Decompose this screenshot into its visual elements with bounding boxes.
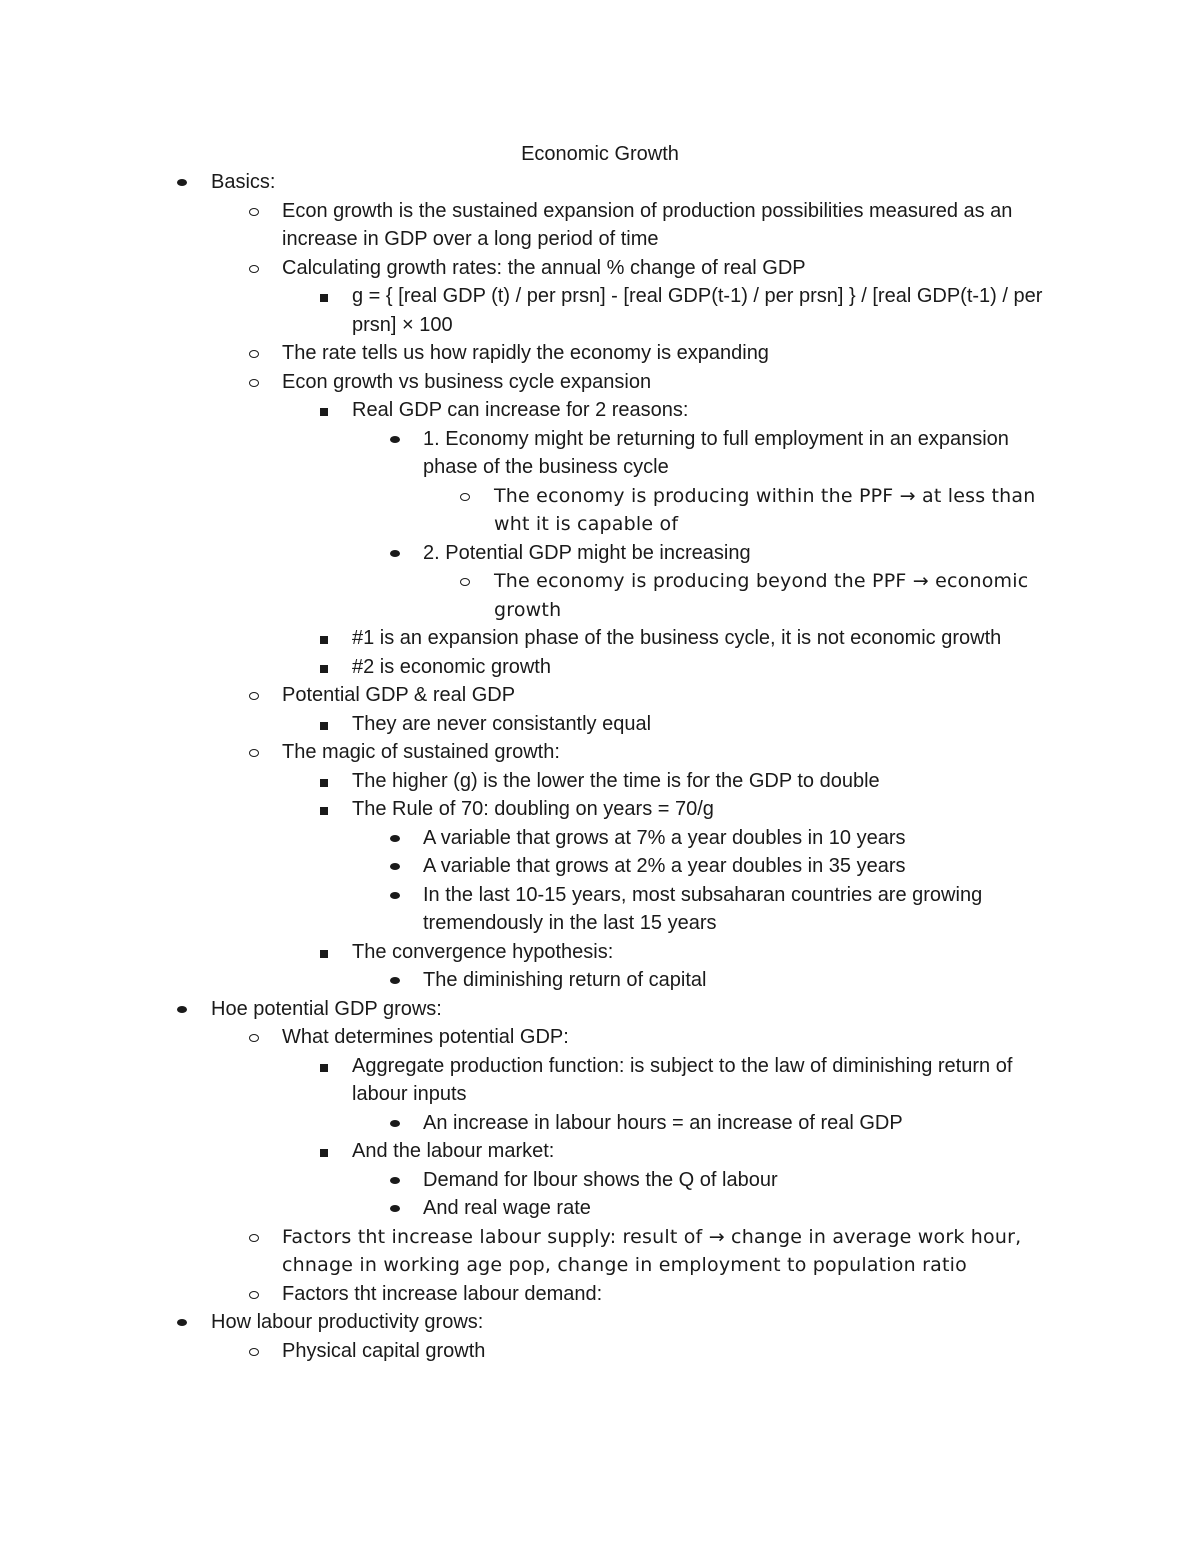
bullet-dot-icon — [386, 425, 406, 454]
list-item — [0, 539, 1200, 568]
list-item-text: The diminishing return of capital — [423, 969, 707, 991]
list-item-text: The economy is producing within the PPF → at less than wht it is capable of — [494, 484, 1036, 535]
list-item-text: The rate tells us how rapidly the economy is expanding — [282, 342, 769, 364]
list-item — [0, 339, 1200, 368]
bullet-circle-icon — [245, 1337, 265, 1366]
bullet-square-icon — [315, 1052, 335, 1081]
bullet-dot-icon — [386, 824, 406, 853]
list-item-text: Aggregate production function: is subject to the law of diminishing return of labour inputs — [352, 1054, 1013, 1105]
bullet-dot-icon — [386, 1194, 406, 1223]
list-item-text: The magic of sustained growth: — [282, 741, 560, 763]
bullet-circle-icon — [245, 339, 265, 368]
bullet-dot-icon — [173, 168, 193, 197]
list-item-text: Basics: — [211, 171, 276, 193]
list-item-text: The convergence hypothesis: — [352, 940, 614, 963]
list-item-text: #2 is economic growth — [352, 655, 551, 678]
bullet-dot-icon — [386, 539, 406, 568]
list-item-text: Hoe potential GDP grows: — [211, 997, 442, 1020]
bullet-dot-icon — [386, 852, 406, 881]
list-item-text: They are never consistantly equal — [352, 712, 652, 735]
list-item — [0, 282, 1200, 339]
list-item — [0, 425, 1200, 482]
list-item — [0, 1166, 1200, 1195]
list-item-text: #1 is an expansion phase of the business cycle, it is not economic growth — [352, 627, 1002, 649]
bullet-square-icon — [315, 767, 335, 796]
bullet-square-icon — [315, 1137, 335, 1166]
list-item-text: A variable that grows at 7% a year doubles in 10 years — [423, 826, 906, 849]
bullet-circle-icon — [245, 1223, 265, 1252]
bullet-circle-icon — [456, 567, 476, 596]
bullet-square-icon — [315, 624, 335, 653]
list-item-text: 2. Potential GDP might be increasing — [423, 541, 751, 564]
list-item — [0, 1109, 1200, 1138]
list-item-text: Econ growth vs business cycle expansion — [282, 370, 652, 393]
list-item-text: 1. Economy might be returning to full employment in an expansion phase of the business cycle — [423, 427, 1009, 478]
list-item-text: The economy is producing beyond the PPF → economic growth — [494, 570, 1029, 621]
bullet-square-icon — [315, 710, 335, 739]
list-item — [0, 396, 1200, 425]
bullet-circle-icon — [245, 1023, 265, 1052]
list-item-text: What determines potential GDP: — [282, 1026, 569, 1048]
bullet-square-icon — [315, 282, 335, 311]
bullet-circle-icon — [245, 738, 265, 767]
list-item — [0, 1052, 1200, 1109]
list-item-text: In the last 10-15 years, most subsaharan countries are growing tremendously in the last 15 years — [423, 883, 983, 934]
list-item-text: How labour productivity grows: — [211, 1311, 484, 1333]
list-item — [0, 482, 1200, 539]
bullet-dot-icon — [173, 1308, 193, 1337]
bullet-list — [0, 168, 1200, 1365]
bullet-dot-icon — [386, 1166, 406, 1195]
list-item-text: And the labour market: — [352, 1140, 555, 1162]
list-item-text: Potential GDP & real GDP — [282, 684, 516, 706]
list-item-text: An increase in labour hours = an increase of real GDP — [423, 1111, 903, 1134]
list-item — [0, 881, 1200, 938]
list-item — [0, 710, 1200, 739]
list-item — [0, 254, 1200, 283]
bullet-circle-icon — [245, 254, 265, 283]
list-item-text: The Rule of 70: doubling on years = 70/g — [352, 798, 714, 820]
bullet-square-icon — [315, 795, 335, 824]
list-item-text: Factors tht increase labour demand: — [282, 1282, 603, 1305]
bullet-square-icon — [315, 396, 335, 425]
list-item-text: And real wage rate — [423, 1197, 591, 1219]
list-item-text: Factors tht increase labour supply: result of → change in average work hour, chnage in working age pop, change in employment to population ratio — [282, 1225, 1022, 1276]
bullet-circle-icon — [245, 1280, 265, 1309]
list-item-text: The higher (g) is the lower the time is for the GDP to double — [352, 769, 880, 792]
list-item — [0, 852, 1200, 881]
list-item — [0, 966, 1200, 995]
list-item — [0, 1337, 1200, 1366]
list-item — [0, 681, 1200, 710]
list-item-text: Real GDP can increase for 2 reasons: — [352, 399, 689, 421]
list-item — [0, 995, 1200, 1024]
bullet-circle-icon — [456, 482, 476, 511]
list-item — [0, 567, 1200, 624]
list-item-text: Demand for lbour shows the Q of labour — [423, 1168, 778, 1191]
list-item — [0, 1023, 1200, 1052]
list-item-text: Calculating growth rates: the annual % change of real GDP — [282, 256, 806, 279]
list-item — [0, 1308, 1200, 1337]
list-item — [0, 738, 1200, 767]
list-item — [0, 938, 1200, 967]
list-item-text: Econ growth is the sustained expansion of production possibilities measured as an increase in GDP over a long period of time — [282, 199, 1013, 250]
list-item — [0, 368, 1200, 397]
list-item-text: g = { [real GDP (t) / per prsn] - [real GDP(t-1) / per prsn] } / [real GDP(t-1) / per prsn] × 100 — [352, 285, 1043, 336]
bullet-dot-icon — [386, 881, 406, 910]
list-item — [0, 197, 1200, 254]
bullet-square-icon — [315, 938, 335, 967]
bullet-circle-icon — [245, 368, 265, 397]
document-title: Economic Growth — [521, 143, 679, 165]
list-item-text: Physical capital growth — [282, 1339, 486, 1362]
list-item-text: A variable that grows at 2% a year doubles in 35 years — [423, 855, 906, 877]
list-item — [0, 653, 1200, 682]
bullet-dot-icon — [173, 995, 193, 1024]
list-item — [0, 1194, 1200, 1223]
list-item — [0, 824, 1200, 853]
bullet-square-icon — [315, 653, 335, 682]
list-item — [0, 1137, 1200, 1166]
list-item — [0, 624, 1200, 653]
list-item — [0, 767, 1200, 796]
bullet-circle-icon — [245, 197, 265, 226]
list-item — [0, 795, 1200, 824]
list-item — [0, 168, 1200, 197]
bullet-dot-icon — [386, 1109, 406, 1138]
bullet-circle-icon — [245, 681, 265, 710]
list-item — [0, 1280, 1200, 1309]
bullet-dot-icon — [386, 966, 406, 995]
list-item — [0, 1223, 1200, 1280]
